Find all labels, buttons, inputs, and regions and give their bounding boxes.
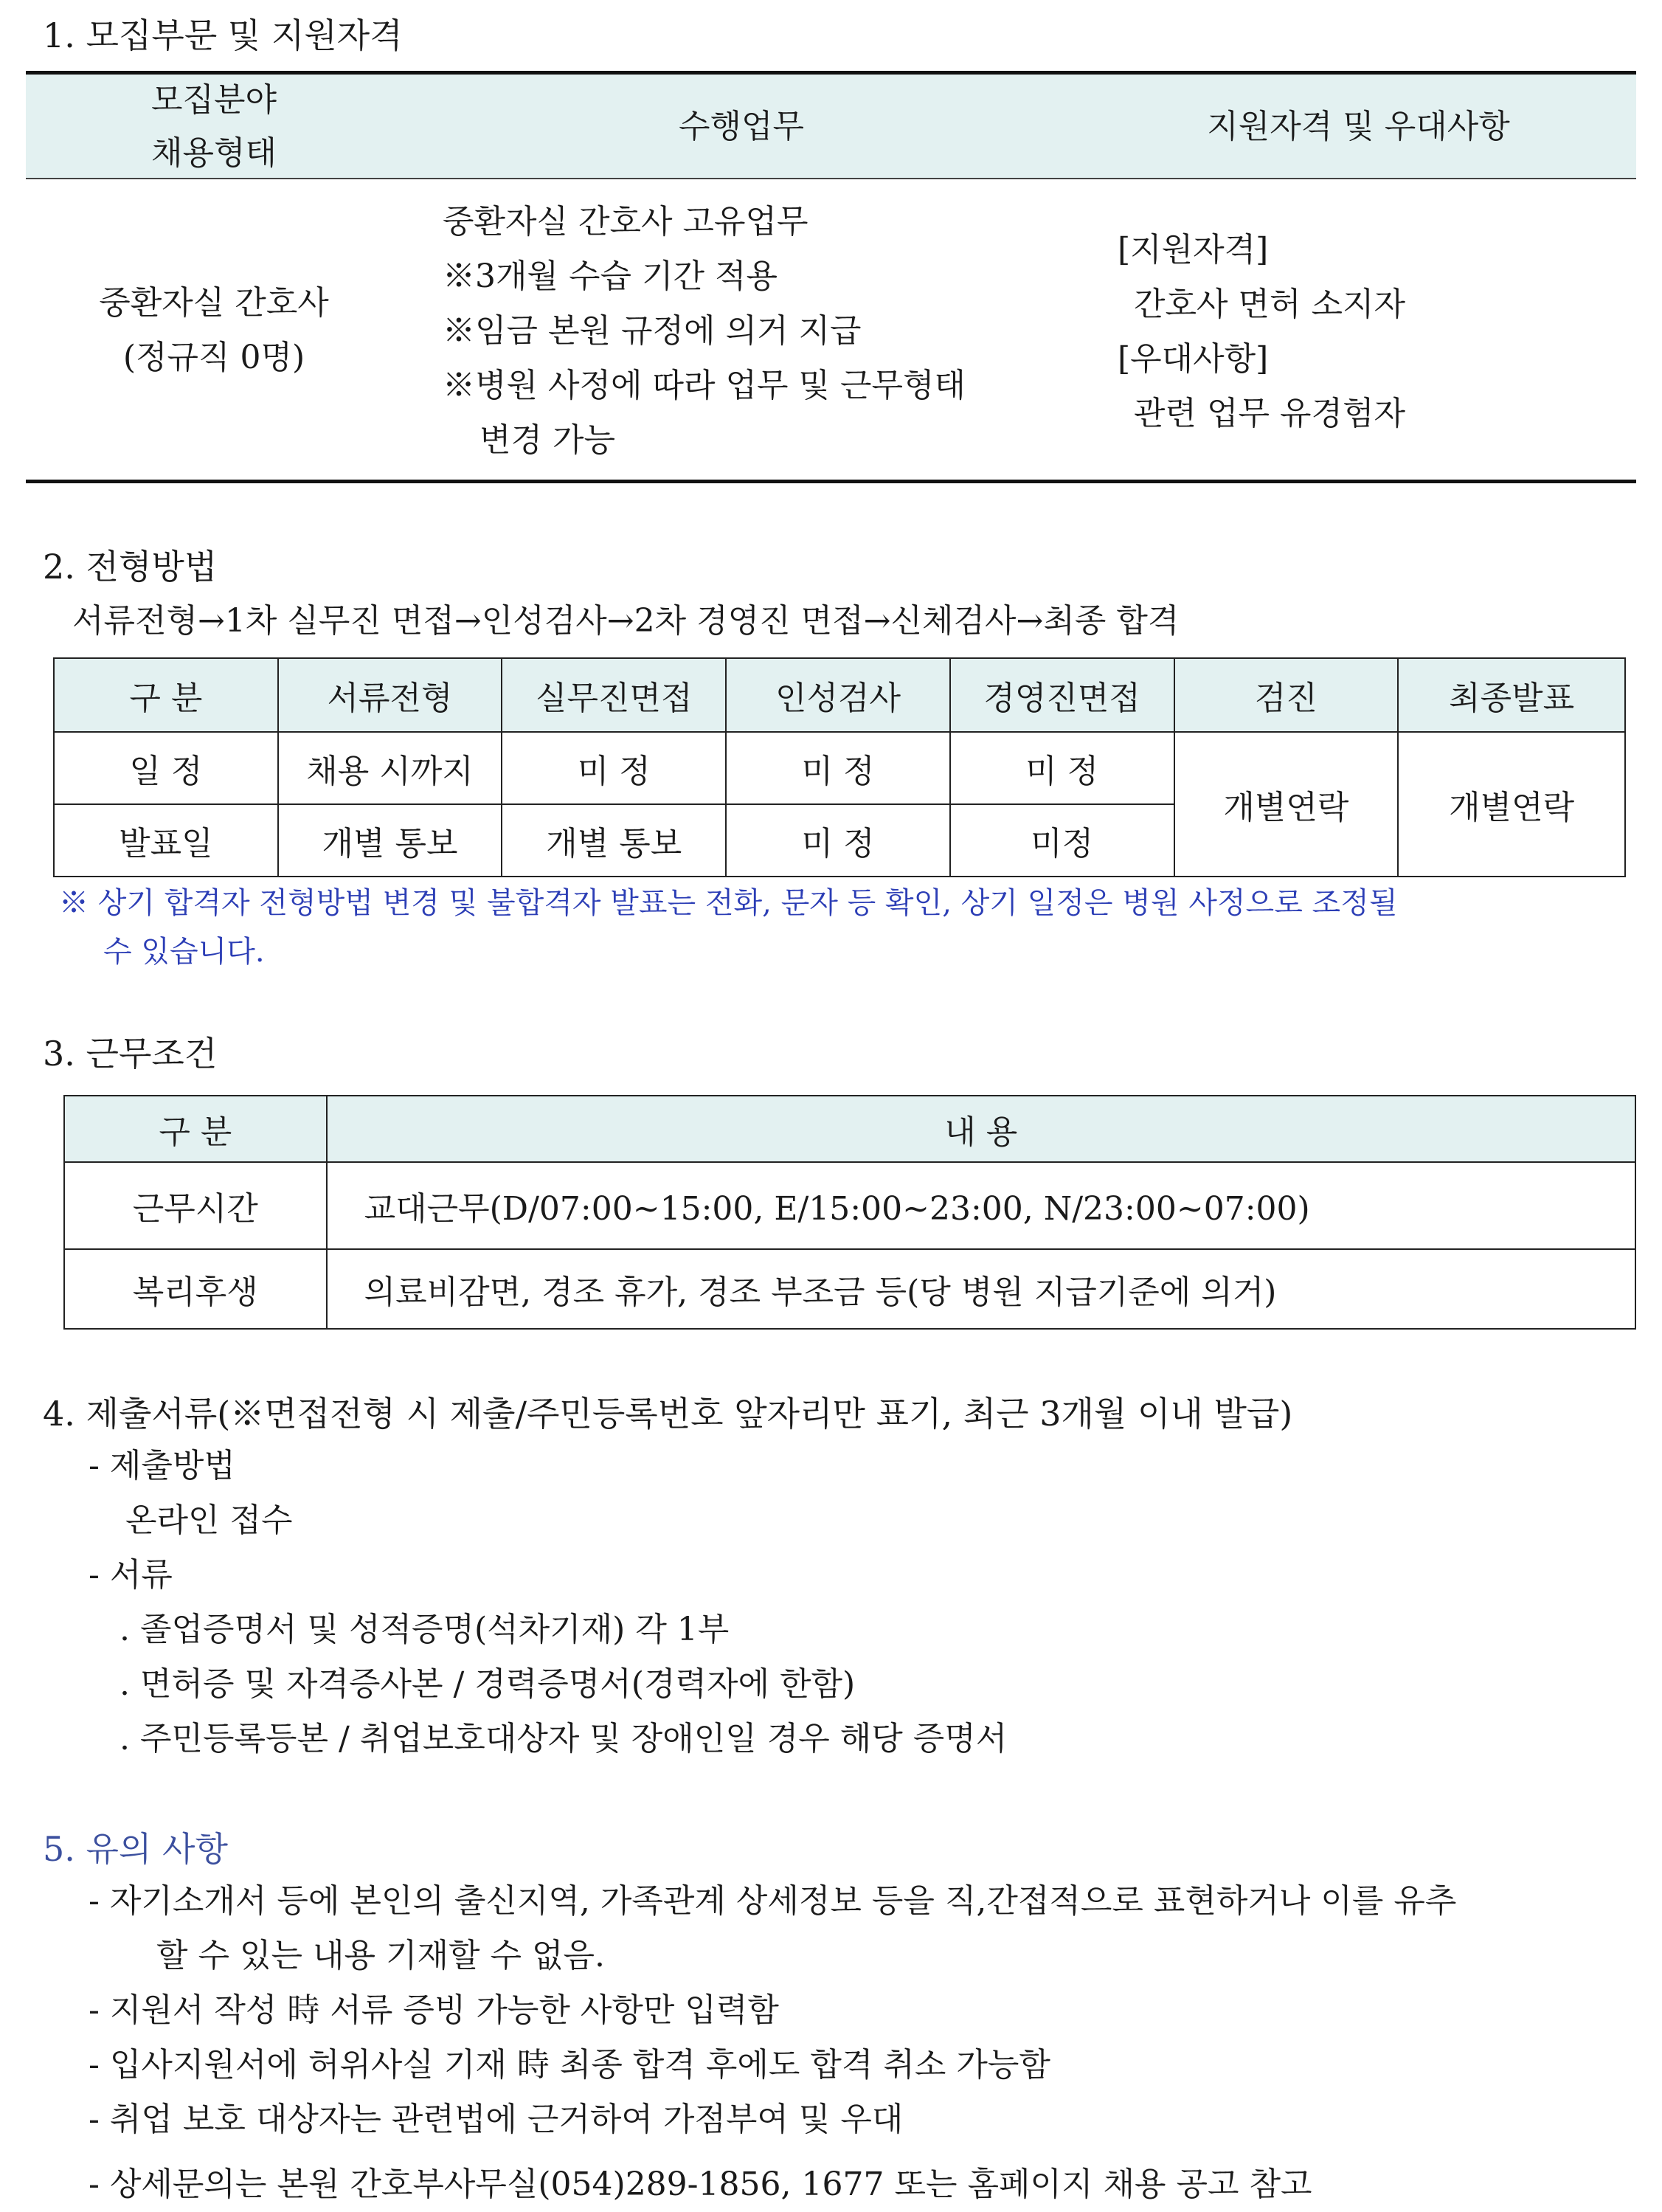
table-cell: 개별 통보 (278, 804, 502, 877)
duty-line: ※3개월 수습 기간 적용 (443, 258, 778, 295)
duty-line: 중환자실 간호사 고유업무 (443, 203, 809, 241)
qualification-line: [지원자격] (1118, 231, 1269, 269)
qualifications-header: 지원자격 및 우대사항 (1207, 108, 1510, 145)
table-cell: 근무시간 (64, 1162, 327, 1249)
selection-note-cont: 수 있습니다. (103, 935, 265, 969)
table-header-cell: 구 분 (64, 1096, 327, 1162)
section1-title: 1. 모집부문 및 지원자격 (43, 15, 403, 55)
document-item: . 주민등록등본 / 취업보호대상자 및 장애인일 경우 해당 증명서 (120, 1720, 1008, 1757)
selection-note: ※ 상기 합격자 전형방법 변경 및 불합격자 발표는 전화, 문자 등 확인, 상기 일정은 병원 사정으로 조정될 (59, 886, 1398, 920)
selection-flow: 서류전형→1차 실무진 면접→인성검사→2차 경영진 면접→신체검사→최종 합격 (72, 602, 1180, 640)
duties-cell (443, 195, 966, 468)
table-cell: 일 정 (54, 732, 278, 804)
notice-item: - 지원서 작성 時 서류 증빙 가능한 사항만 입력함 (89, 1991, 779, 2029)
table-header-row (54, 658, 1625, 732)
submission-method: 온라인 접수 (125, 1501, 293, 1539)
notice-item: - 취업 보호 대상자는 관련법에 근거하여 가점부여 및 우대 (89, 2101, 904, 2138)
recruit-field-cell (26, 276, 402, 385)
table-cell: 미 정 (726, 732, 950, 804)
table-cell: 개별 통보 (502, 804, 726, 877)
table-header-cell: 최종발표 (1398, 658, 1625, 732)
section3-title: 3. 근무조건 (43, 1034, 218, 1074)
notice-item: - 상세문의는 본원 간호부사무실(054)289-1856, 1677 또는 홈페이지 채용 공고 참고 (89, 2166, 1312, 2203)
notice-item: - 입사지원서에 허위사실 기재 時 최종 합격 후에도 합격 취소 가능함 (89, 2046, 1050, 2084)
table-row (64, 1162, 1635, 1249)
table-header-cell: 검진 (1174, 658, 1399, 732)
table-header-cell: 인성검사 (726, 658, 950, 732)
table-cell: 발표일 (54, 804, 278, 877)
table-cell: 미 정 (502, 732, 726, 804)
table-header-cell: 서류전형 (278, 658, 502, 732)
table-cell-merged: 개별연락 (1174, 732, 1399, 877)
employment-type-value: (정규직 0명) (122, 339, 305, 376)
employment-type-label: 채용형태 (150, 134, 277, 172)
table-cell: 복리후생 (64, 1249, 327, 1329)
duty-line: 변경 가능 (479, 421, 616, 459)
recruit-field-label: 모집분야 (150, 81, 277, 119)
document-item: . 졸업증명서 및 성적증명(석차기재) 각 1부 (120, 1611, 730, 1648)
table-cell: 채용 시까지 (278, 732, 502, 804)
table-header-cell: 내 용 (327, 1096, 1635, 1162)
qualification-line: 관련 업무 유경험자 (1134, 395, 1406, 432)
table-row (64, 1249, 1635, 1329)
section5-title: 5. 유의 사항 (43, 1829, 228, 1869)
duty-line: ※병원 사정에 따라 업무 및 근무형태 (443, 367, 966, 404)
duty-line: ※임금 본원 규정에 의거 지급 (443, 312, 862, 350)
section4-title: 4. 제출서류(※면접전형 시 제출/주민등록번호 앞자리만 표기, 최근 3개월 이내 발급) (43, 1394, 1293, 1434)
documents-label: - 서류 (89, 1556, 173, 1594)
qualifications-cell (1118, 223, 1405, 441)
table-header-row (64, 1096, 1635, 1162)
qualification-line: [우대사항] (1118, 340, 1269, 378)
notice-item: - 자기소개서 등에 본인의 출신지역, 가족관계 상세정보 등을 직,간접적으로 표현하거나 이를 유추 (89, 1882, 1457, 1920)
table-cell: 교대근무(D/07:00~15:00, E/15:00~23:00, N/23:00~07:00) (327, 1162, 1635, 1249)
work-conditions-table (63, 1095, 1636, 1330)
table-cell: 의료비감면, 경조 휴가, 경조 부조금 등(당 병원 지급기준에 의거) (327, 1249, 1635, 1329)
notice-item-cont: 할 수 있는 내용 기재할 수 없음. (156, 1937, 605, 1974)
table-row (54, 732, 1625, 804)
table-header-cell: 구 분 (54, 658, 278, 732)
selection-schedule-table (53, 657, 1626, 877)
document-item: . 면허증 및 자격증사본 / 경력증명서(경력자에 한함) (120, 1665, 856, 1703)
submission-list (89, 1439, 1007, 1766)
table-header-cell: 실무진면접 (502, 658, 726, 732)
table1-bottom-rule (26, 480, 1636, 483)
recruit-field-header (26, 74, 402, 180)
table-cell: 미 정 (950, 732, 1174, 804)
recruit-field-value: 중환자실 간호사 (99, 284, 329, 322)
section2-title: 2. 전형방법 (43, 547, 218, 587)
duties-header: 수행업무 (678, 108, 804, 145)
table-header-cell: 경영진면접 (950, 658, 1174, 732)
notice-list (89, 1874, 1456, 2212)
table-cell: 미 정 (726, 804, 950, 877)
table-cell: 미정 (950, 804, 1174, 877)
qualification-line: 간호사 면허 소지자 (1134, 286, 1406, 323)
submission-method-label: - 제출방법 (89, 1447, 235, 1485)
table-cell-merged: 개별연락 (1398, 732, 1625, 877)
